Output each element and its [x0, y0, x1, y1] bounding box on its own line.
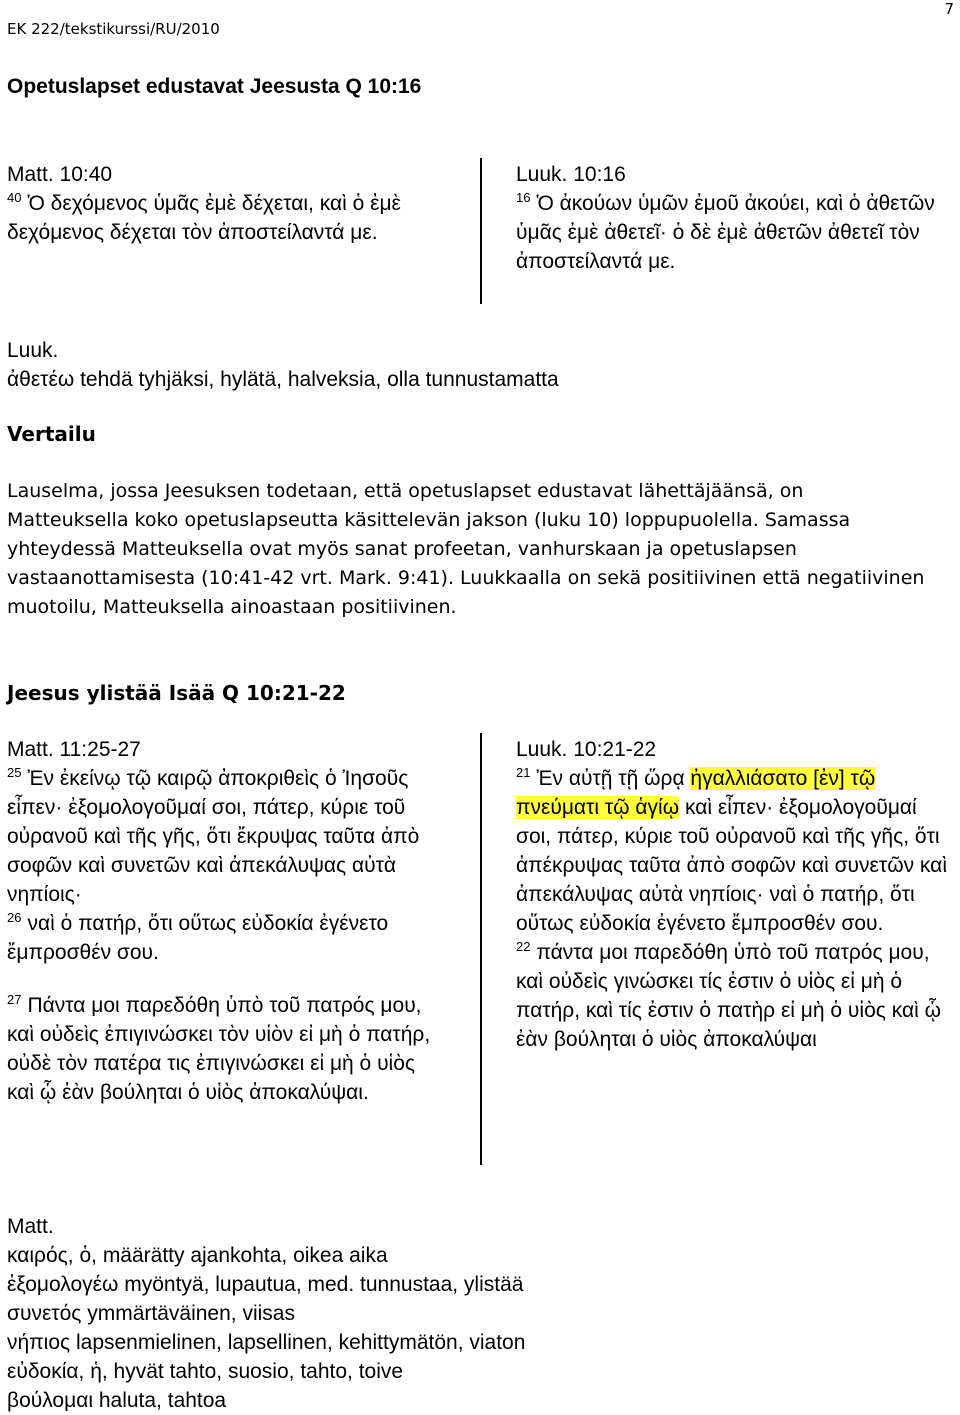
- verse-27: [7, 991, 447, 1107]
- page-number: 7: [944, 0, 954, 18]
- glossary-entry: νήπιος lapsenmielinen, lapsellinen, kehittymätön, viaton: [7, 1331, 526, 1354]
- document-header: EK 222/tekstikurssi/RU/2010: [7, 20, 220, 38]
- verse-text: ναὶ ὁ πατήρ, ὅτι οὕτως εὐδοκία ἐγένετο ἔμπροσθέν σου.: [7, 912, 389, 964]
- section-title-q10-16: Opetuslapset edustavat Jeesusta Q 10:16: [7, 75, 422, 98]
- passage-reference: Matt. 10:40: [7, 163, 113, 186]
- column-left-matt-10-40: [7, 160, 457, 247]
- verse-number: 22: [516, 939, 531, 954]
- column-left-matt-11-25-27: [7, 735, 447, 1107]
- passage-text: [516, 189, 956, 276]
- verse-text: Ἐν αὐτῇ τῇ ὥρᾳ: [536, 767, 691, 790]
- verse-21: [516, 764, 956, 938]
- verse-number: 16: [516, 190, 531, 205]
- comparison-paragraph: Lauselma, jossa Jeesuksen todetaan, että opetuslapset edustavat lähettäjäänsä, on Matteuksella koko opetuslapseutta käsittelevän jakson (luku 10) loppupuolella. Samassa yhteydessä Matteuksella ovat myös sanat profeetan, vanhurskaan ja opetuslapsen vastaanottamisesta (10:41-42 vrt. Mark. 9:41). Luukkaalla on sekä positiivinen että negatiivinen muotoilu, Matteuksella ainoastaan positiivinen.: [7, 480, 925, 618]
- verse-text: καὶ εἶπεν· ἐξομολογοῦμαί σοι, πάτερ, κύριε τοῦ οὐρανοῦ καὶ τῆς γῆς, ὅτι ἀπέκρυψας ταῦτα ἀπὸ σοφῶν καὶ συνετῶν καὶ ἀπεκάλυψας αὐτὰ νηπίοις· ναὶ ὁ πατήρ, ὅτι οὕτως εὐδοκία ἐγένετο ἔμπροσθέν σου.: [516, 796, 947, 935]
- comparison-heading: Vertailu: [7, 422, 96, 446]
- glossary-reference: Matt.: [7, 1215, 54, 1238]
- note-text: ἀθετέω tehdä tyhjäksi, hylätä, halveksia, olla tunnustamatta: [7, 368, 559, 391]
- verse-number: 21: [516, 765, 531, 780]
- column-divider: [480, 158, 482, 304]
- glossary-entry: συνετός ymmärtäväinen, viisas: [7, 1302, 295, 1325]
- verse-text: πάντα μοι παρεδόθη ὑπὸ τοῦ πατρός μου, καὶ οὐδεὶς γινώσκει τίς ἐστιν ὁ υἱὸς εἰ μὴ ὁ πατήρ, καὶ τίς ἐστιν ὁ πατὴρ εἰ μὴ ὁ υἱὸς καὶ ᾧ ἐὰν βούληται ὁ υἱὸς ἀποκαλύψαι: [516, 941, 941, 1051]
- verse-number: 26: [7, 910, 22, 925]
- glossary-entry: καιρός, ὁ, määrätty ajankohta, oikea aika: [7, 1244, 388, 1267]
- verse-text: Ἐν ἐκείνῳ τῷ καιρῷ ἀποκριθεὶς ὁ Ἰησοῦς εἶπεν· ἐξομολογοῦμαί σοι, πάτερ, κύριε τοῦ οὐρανοῦ καὶ τῆς γῆς, ὅτι ἔκρυψας ταῦτα ἀπὸ σοφῶν καὶ συνετῶν καὶ ἀπεκάλυψας αὐτὰ νηπίοις·: [7, 767, 420, 906]
- glossary-entry: ἐξομολογέω myöntyä, lupautua, med. tunnustaa, ylistää: [7, 1273, 524, 1296]
- note-reference: Luuk.: [7, 339, 59, 362]
- passage-reference: Matt. 11:25-27: [7, 738, 141, 761]
- vocab-note-luuk: [7, 336, 559, 394]
- passage-text: [7, 189, 457, 247]
- glossary-matt: [7, 1212, 525, 1415]
- highlighted-phrase: ἠγαλλιάσατο [ἐν] τῷ πνεύματι τῷ ἁγίῳ: [516, 767, 876, 819]
- glossary-entry: εὐδοκία, ἡ, hyvät tahto, suosio, tahto, toive: [7, 1360, 404, 1383]
- verse-text: Ὁ δεχόμενος ὑμᾶς ἐμὲ δέχεται, καὶ ὁ ἐμὲ δεχόμενος δέχεται τὸν ἀποστείλαντά με.: [7, 192, 401, 244]
- verse-text: Πάντα μοι παρεδόθη ὑπὸ τοῦ πατρός μου, καὶ οὐδεὶς ἐπιγινώσκει τὸν υἱὸν εἰ μὴ ὁ πατήρ, οὐδὲ τὸν πατέρα τις ἐπιγινώσκει εἰ μὴ ὁ υἱὸς καὶ ᾧ ἐὰν βούληται ὁ υἱὸς ἀποκαλύψαι.: [7, 994, 431, 1104]
- section-title-q10-21-22: Jeesus ylistää Isää Q 10:21-22: [7, 681, 346, 705]
- passage-reference: Luuk. 10:16: [516, 163, 626, 186]
- verse-26: [7, 909, 447, 967]
- verse-number: 27: [7, 992, 22, 1007]
- glossary-entry: βούλομαι haluta, tahtoa: [7, 1389, 227, 1412]
- column-right-luuk-10-16: [516, 160, 956, 276]
- verse-number: 40: [7, 190, 22, 205]
- verse-22: [516, 938, 956, 1054]
- verse-text: Ὁ ἀκούων ὑμῶν ἐμοῦ ἀκούει, καὶ ὁ ἀθετῶν ὑμᾶς ἐμὲ ἀθετεῖ· ὁ δὲ ἐμὲ ἀθετῶν ἀθετεῖ τὸν ἀποστείλαντά με.: [516, 192, 935, 273]
- column-right-luuk-10-21-22: [516, 735, 956, 1054]
- column-divider: [480, 733, 482, 1165]
- passage-reference: Luuk. 10:21-22: [516, 738, 657, 761]
- verse-number: 25: [7, 765, 22, 780]
- verse-25: [7, 764, 447, 909]
